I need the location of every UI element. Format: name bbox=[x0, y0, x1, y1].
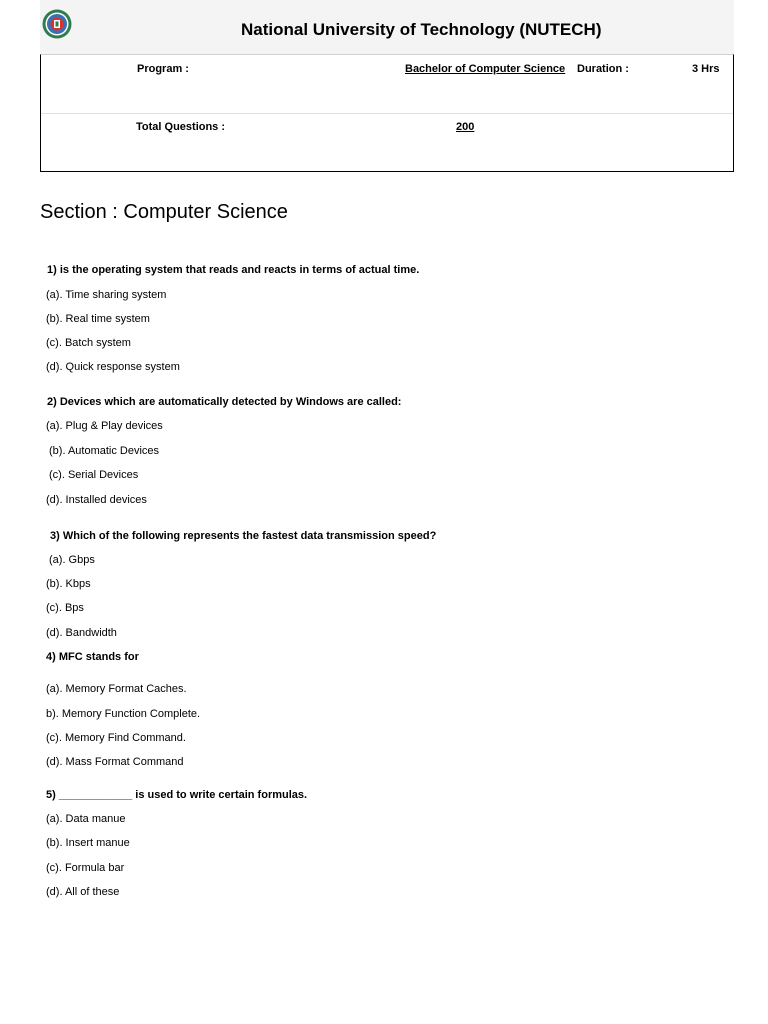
question-3: 3) Which of the following represents the fastest data transmission speed? bbox=[50, 530, 437, 542]
question-2-option-b: (b). Automatic Devices bbox=[49, 445, 160, 457]
question-1: 1) is the operating system that reads and reacts in terms of actual time. bbox=[47, 264, 420, 276]
question-4-option-b: b). Memory Function Complete. bbox=[46, 708, 201, 720]
duration-label: Duration : bbox=[577, 63, 629, 75]
question-2-option-c: (c). Serial Devices bbox=[49, 469, 139, 481]
question-5-option-c: (c). Formula bar bbox=[46, 862, 125, 874]
question-4-option-d: (d). Mass Format Command bbox=[46, 756, 184, 768]
total-questions-value: 200 bbox=[456, 121, 475, 133]
question-4: 4) MFC stands for bbox=[46, 651, 139, 663]
question-5-option-b: (b). Insert manue bbox=[46, 837, 130, 849]
university-title: National University of Technology (NUTECH) bbox=[241, 20, 602, 39]
question-2: 2) Devices which are automatically detected by Windows are called: bbox=[47, 396, 402, 408]
question-1-option-b: (b). Real time system bbox=[46, 313, 150, 325]
question-1-option-c: (c). Batch system bbox=[46, 337, 131, 349]
university-seal-icon bbox=[42, 9, 72, 39]
question-5: 5) ____________ is used to write certain formulas. bbox=[46, 789, 308, 801]
question-5-option-a: (a). Data manue bbox=[46, 813, 126, 825]
question-3-option-d: (d). Bandwidth bbox=[46, 627, 117, 639]
question-4-option-a: (a). Memory Format Caches. bbox=[46, 683, 187, 695]
program-value: Bachelor of Computer Science bbox=[405, 63, 566, 75]
duration-value: 3 Hrs bbox=[692, 63, 720, 75]
info-divider bbox=[41, 113, 733, 114]
question-1-option-d: (d). Quick response system bbox=[46, 361, 180, 373]
section-title: Section : Computer Science bbox=[40, 201, 288, 223]
question-3-option-c: (c). Bps bbox=[46, 602, 84, 614]
total-questions-label: Total Questions : bbox=[136, 121, 226, 133]
question-5-option-d: (d). All of these bbox=[46, 886, 120, 898]
question-1-option-a: (a). Time sharing system bbox=[46, 289, 167, 301]
question-2-option-a: (a). Plug & Play devices bbox=[46, 420, 163, 432]
question-3-option-b: (b). Kbps bbox=[46, 578, 91, 590]
question-3-option-a: (a). Gbps bbox=[49, 554, 95, 566]
program-label: Program : bbox=[137, 63, 189, 75]
question-4-option-c: (c). Memory Find Command. bbox=[46, 732, 186, 744]
question-2-option-d: (d). Installed devices bbox=[46, 494, 147, 506]
